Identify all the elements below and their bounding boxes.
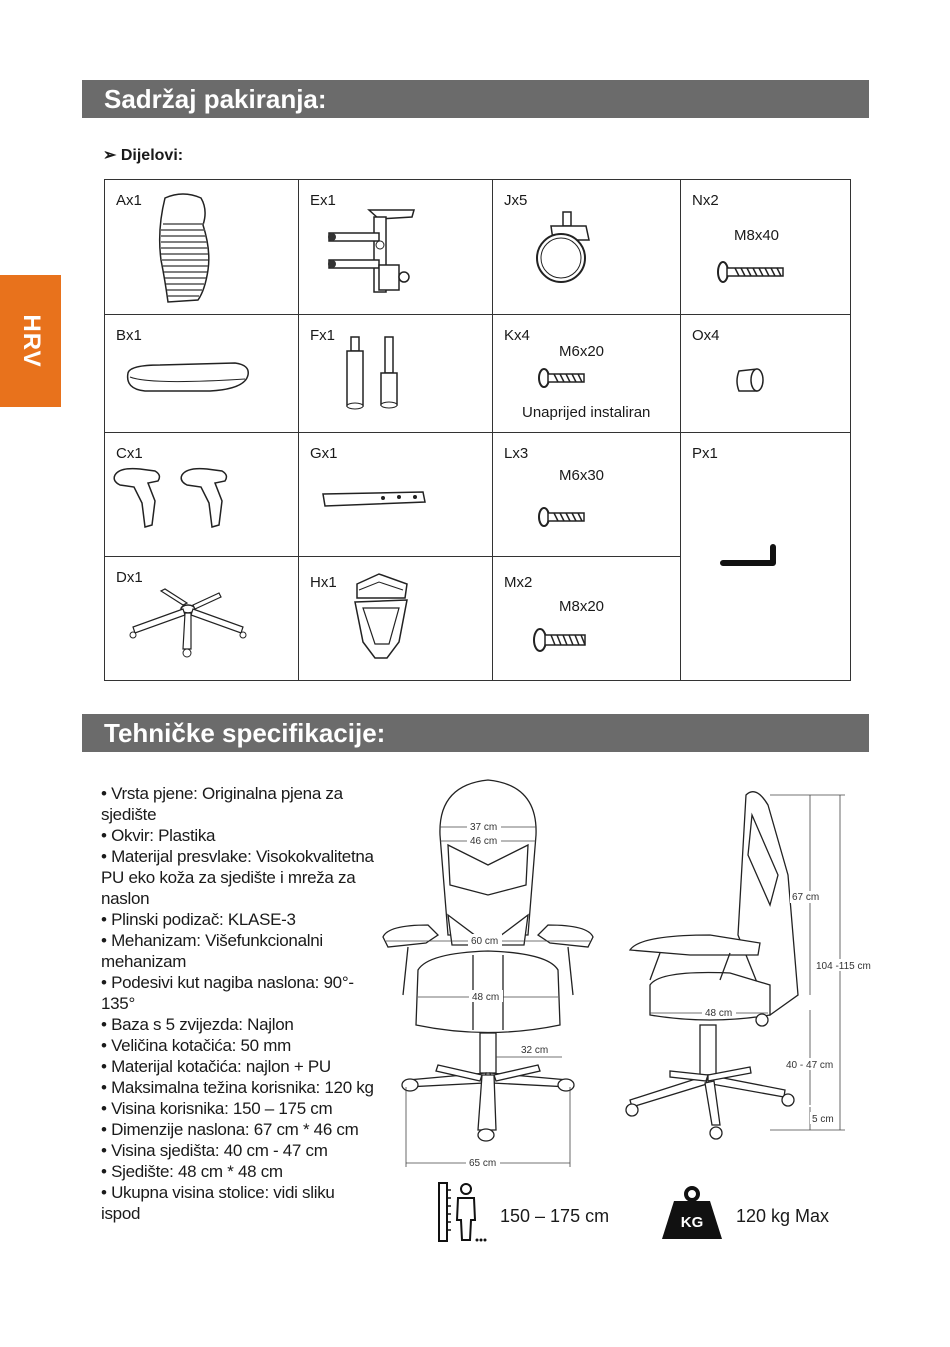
part-size: M8x20: [559, 598, 605, 615]
part-cell-gx: [298, 432, 493, 557]
backrest-icon: [153, 190, 228, 305]
plate-icon: [319, 488, 429, 513]
part-label: Fx1: [310, 327, 336, 344]
part-cell-cx: [104, 432, 299, 557]
part-label: Cx1: [116, 445, 143, 462]
part-cell-bx: [104, 314, 299, 433]
part-label: Px1: [692, 445, 718, 462]
dim-60: 60 cm: [471, 936, 499, 947]
dim-65: 65 cm: [469, 1158, 497, 1169]
caster-wheel-icon: [531, 210, 601, 285]
height-range-label: 150 – 175 cm: [500, 1206, 610, 1226]
part-label: Ox4: [692, 327, 720, 344]
dim-37: 37 cm: [470, 822, 498, 833]
spec-item: • Mehanizam: Višefunkcionalni mehanizam: [101, 931, 323, 971]
part-label: Ax1: [116, 192, 142, 209]
spec-item: • Visina sjedišta: 40 cm - 47 cm: [101, 1141, 328, 1160]
spec-item: • Baza s 5 zvijezda: Najlon: [101, 1015, 294, 1034]
language-tab: [0, 275, 61, 407]
language-tab-label: HRV: [17, 314, 45, 368]
dim-46: 46 cm: [470, 836, 498, 847]
spec-item: • Materijal presvlake: Visokokvalitetna PU eko koža za sjedište i mreža za naslon: [101, 847, 374, 908]
parts-table: [104, 179, 851, 681]
spec-item: • Podesivi kut nagiba naslona: 90°- 135°: [101, 973, 354, 1013]
part-label: Ex1: [310, 192, 336, 209]
spec-item: • Veličina kotačića: 50 mm: [101, 1036, 291, 1055]
part-label: Bx1: [116, 327, 142, 344]
screw-icon: [717, 260, 787, 284]
part-size: M6x20: [559, 343, 605, 360]
spec-item: • Maksimalna težina korisnika: 120 kg: [101, 1078, 374, 1097]
max-weight-label: 120 kg Max: [736, 1206, 830, 1226]
section-header-specs: [82, 714, 869, 752]
gas-lift-icon: [339, 335, 409, 425]
dim-40-47: 40 - 47 cm: [786, 1060, 834, 1071]
spec-list: [101, 783, 376, 1224]
spec-item: • Vrsta pjene: Originalna pjena za sjedište: [101, 784, 343, 824]
section-title-contents: Sadržaj pakiranja:: [104, 84, 327, 114]
spec-item: • Visina korisnika: 150 – 175 cm: [101, 1099, 333, 1118]
part-cell-mx: [492, 556, 681, 681]
part-label: Kx4: [504, 327, 530, 344]
spec-item: • Materijal kotačića: najlon + PU: [101, 1057, 331, 1076]
part-label: Lx3: [504, 445, 529, 462]
dim-32: 32 cm: [521, 1045, 549, 1056]
part-size: M6x30: [559, 467, 605, 484]
part-label: Mx2: [504, 574, 533, 591]
screw-icon: [538, 367, 588, 389]
person-height-icon: [437, 1180, 489, 1245]
part-cell-ox: [680, 314, 851, 433]
dim-67: 67 cm: [792, 892, 820, 903]
part-cell-ax: [104, 179, 299, 315]
parts-heading: ➢ Dijelovi:: [103, 147, 184, 164]
star-base-icon: [123, 587, 253, 667]
part-label: Gx1: [310, 445, 338, 462]
part-label: Jx5: [504, 192, 528, 209]
part-cell-lx: [492, 432, 681, 557]
part-cell-nx: [680, 179, 851, 315]
dim-48: 48 cm: [472, 992, 500, 1003]
chair-front-view-diagram: [378, 775, 606, 1170]
part-cell-jx: [492, 179, 681, 315]
part-cell-ex: [298, 179, 493, 315]
part-size: M8x40: [734, 227, 780, 244]
section-title-specs: Tehničke specifikacije:: [104, 718, 386, 748]
armrest-icon: [110, 463, 250, 533]
screw-icon: [533, 627, 589, 653]
spec-item: • Okvir: Plastika: [101, 826, 216, 845]
spec-item: • Plinski podizač: KLASE-3: [101, 910, 296, 929]
weight-kg-icon: [660, 1185, 724, 1241]
hex-key-icon: [719, 543, 784, 578]
part-cell-fx: [298, 314, 493, 433]
spec-item: • Ukupna visina stolice: vidi sliku ispod: [101, 1183, 335, 1223]
part-note: Unaprijed instaliran: [522, 404, 651, 421]
weight-icon-text: KG: [680, 1214, 704, 1231]
part-cell-kx: [492, 314, 681, 433]
chair-side-view-diagram: [620, 785, 880, 1155]
seat-cushion-icon: [120, 355, 255, 400]
dim-5: 5 cm: [812, 1114, 834, 1125]
dim-104-115: 104 -115 cm: [816, 961, 871, 972]
part-cell-dx: [104, 556, 299, 681]
part-cell-hx: [298, 556, 493, 681]
part-label: Hx1: [310, 574, 337, 591]
cap-icon: [733, 363, 768, 398]
back-cover-icon: [349, 572, 414, 667]
part-label: Nx2: [692, 192, 719, 209]
spec-item: • Sjedište: 48 cm * 48 cm: [101, 1162, 283, 1181]
part-cell-px: [680, 432, 851, 681]
mechanism-icon: [324, 205, 424, 300]
part-label: Dx1: [116, 569, 143, 586]
section-header-contents: [82, 80, 869, 118]
screw-icon: [538, 506, 588, 528]
dim-48-side: 48 cm: [705, 1008, 733, 1019]
spec-item: • Dimenzije naslona: 67 cm * 46 cm: [101, 1120, 359, 1139]
